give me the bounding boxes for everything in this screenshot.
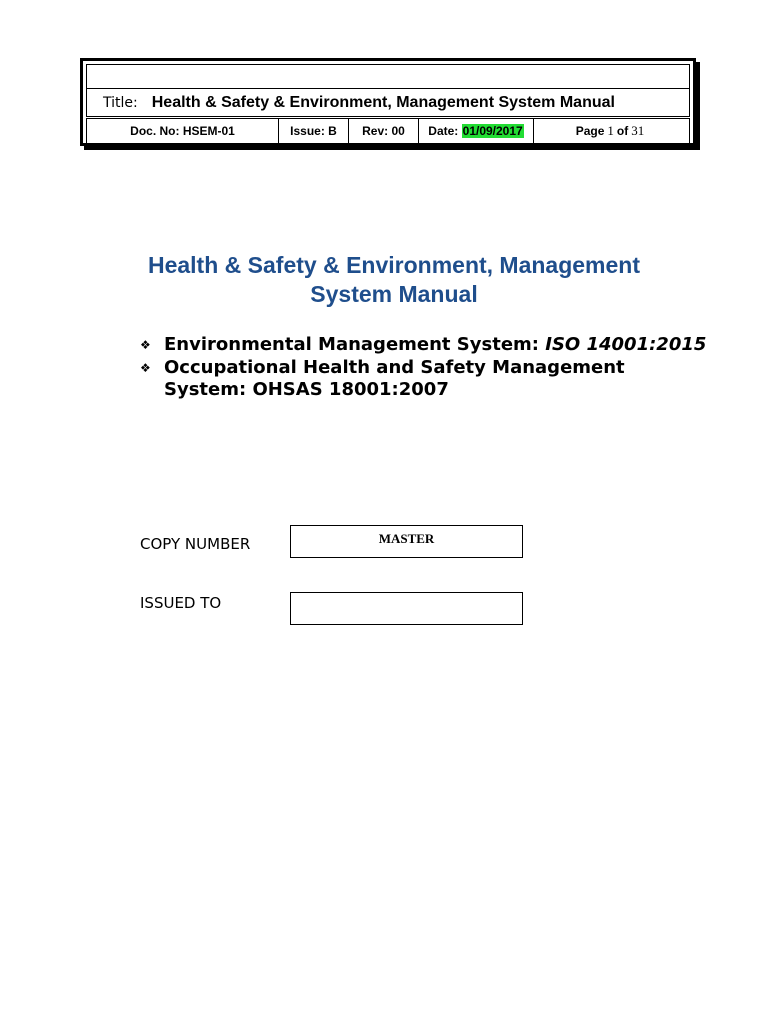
issue-date	[419, 118, 534, 144]
document-title-line-2: System Manual	[310, 281, 478, 307]
issued-to-box	[290, 592, 523, 625]
issue-number: Issue: B	[279, 118, 349, 144]
copy-number-box: MASTER	[290, 525, 523, 558]
page-of: of	[616, 124, 629, 138]
document-title-line-1: Health & Safety & Environment, Management	[147, 252, 641, 278]
date-label: Date:	[428, 124, 459, 138]
header-blank-row	[86, 64, 690, 89]
title-label: Title:	[103, 94, 138, 111]
copy-number-label: COPY NUMBER	[140, 535, 251, 553]
standards-list	[140, 334, 710, 402]
list-item	[140, 334, 710, 356]
page-prefix: Page	[575, 124, 605, 138]
date-value: 01/09/2017	[462, 124, 523, 138]
header-title-row	[86, 89, 690, 117]
header-title: Health & Safety & Environment, Management System Manual	[151, 93, 615, 111]
header-info-row	[86, 118, 690, 144]
doc-number: Doc. No: HSEM-01	[86, 118, 279, 144]
standard-text: Environmental Management System:	[164, 334, 546, 355]
page-current: 1	[607, 123, 614, 138]
page-total: 31	[631, 123, 645, 138]
document-title	[94, 251, 694, 309]
list-item	[140, 357, 710, 401]
revision-number: Rev: 00	[349, 118, 419, 144]
document-header	[80, 58, 696, 146]
standard-text: Occupational Health and Safety Management System: OHSAS 18001:2007	[164, 357, 625, 400]
standard-code: ISO 14001:2015	[545, 334, 707, 355]
diamond-bullet-icon: ❖	[140, 361, 151, 375]
issued-to-label: ISSUED TO	[140, 594, 222, 612]
diamond-bullet-icon: ❖	[140, 338, 151, 352]
page-number	[534, 118, 690, 144]
